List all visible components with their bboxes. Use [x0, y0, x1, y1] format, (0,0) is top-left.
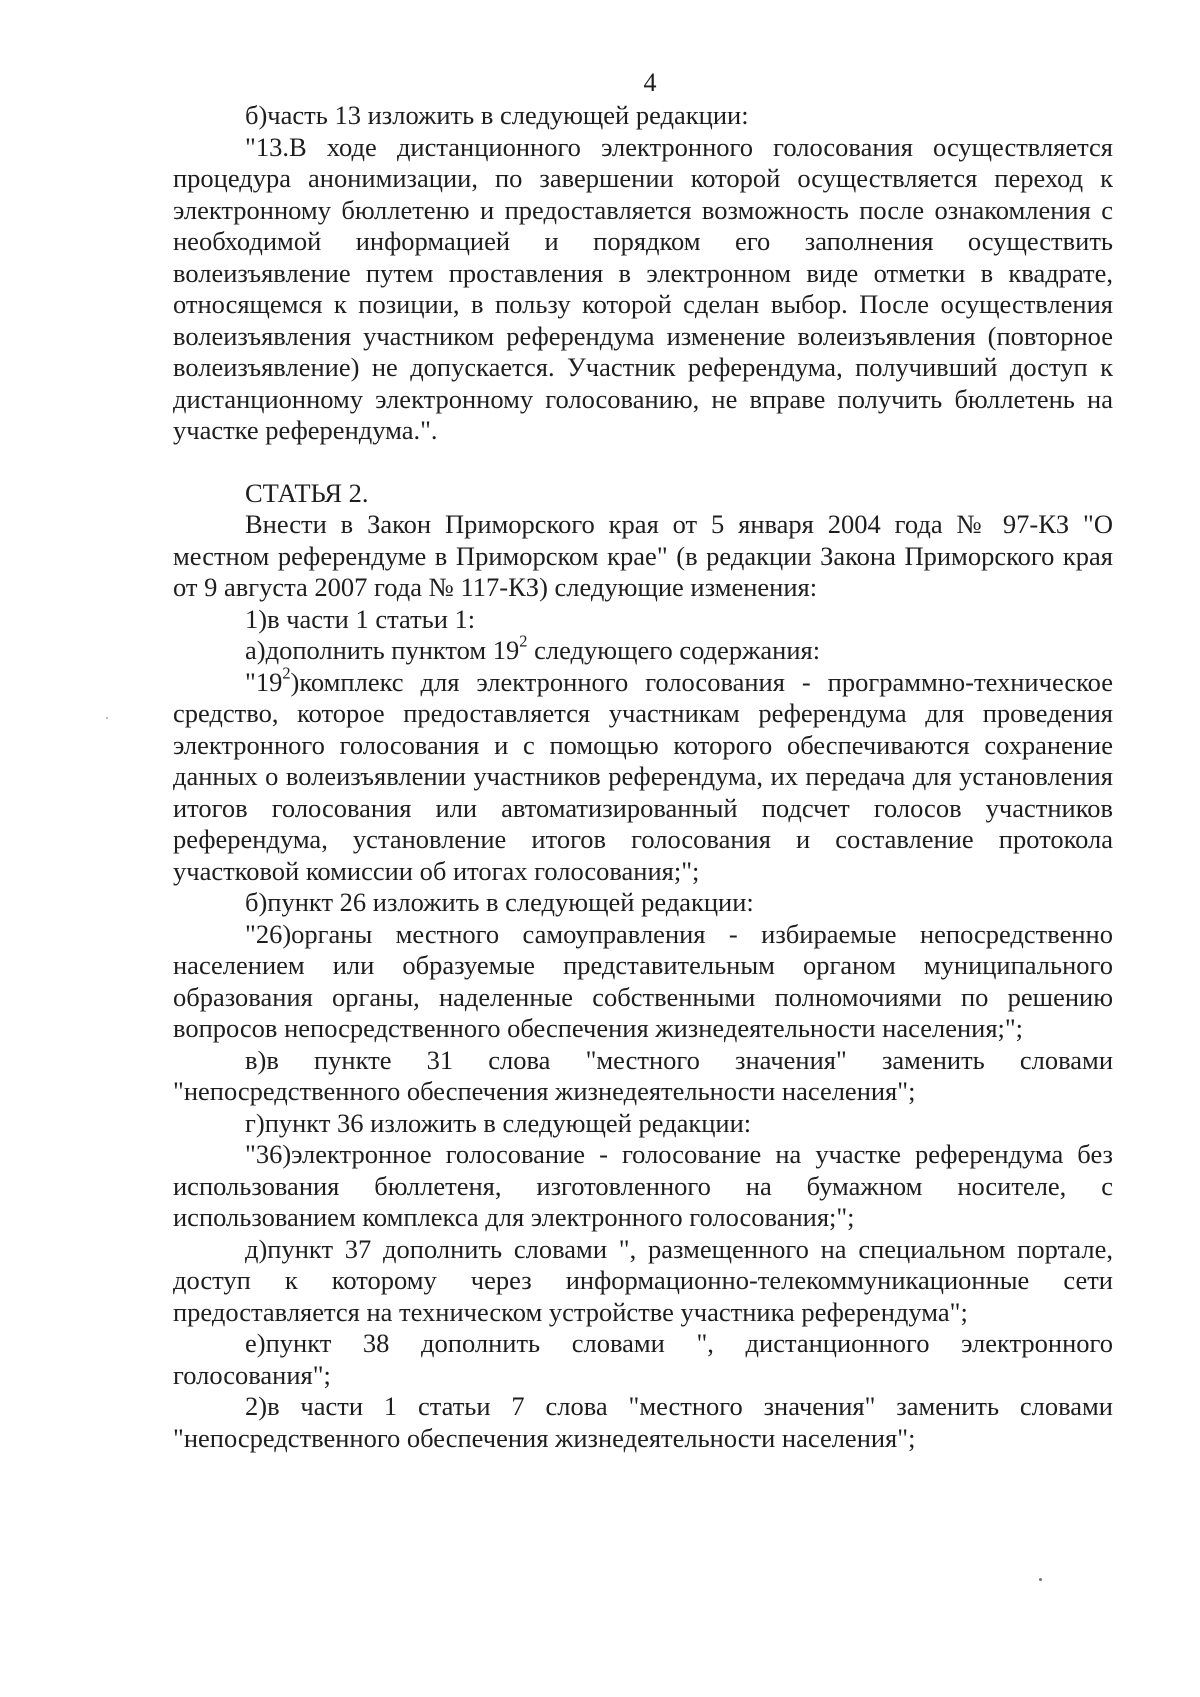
paragraph-part-13-intro: б)часть 13 изложить в следующей редакции: [245, 100, 749, 130]
document-body [173, 100, 1113, 1454]
paragraph-item-a [173, 631, 1113, 667]
paragraph-item-g-text: "36)электронное голосование - голосование на участке референдума без использования бюллетеня, изготовленного на бумажном носителе, с использованием комплекса для электронного голосования;"; [173, 1139, 1113, 1232]
paragraph-part-13-text: "13.В ходе дистанционного электронного голосования осуществляется процедура анонимизации, по завершении которой осуществляется переход к электронному бюллетеню и предоставляется возможность после ознакомления с необходимой информацией и порядком его заполнения осуществить волеизъявление путем проставления в электронном виде отметки в квадрате, относящемся к позиции, в пользу которой сделан выбор. После осуществления волеизъявления участником референдума изменение волеизъявления (повторное волеизъявление) не допускается. Участник референдума, получивший доступ к дистанционному электронному голосованию, не вправе получить бюллетень на участке референдума.". [173, 131, 1113, 445]
paragraph-item-v: в)в пункте 31 слова "местного значения" заменить словами "непосредственного обеспечения жизнедеятельности населения"; [173, 1044, 1113, 1106]
item-a-prefix: а)дополнить пунктом 19 [245, 635, 520, 665]
item-a-suffix: следующего содержания: [527, 635, 821, 665]
page-number: 4 [643, 68, 657, 97]
item-a-text-prefix: "19 [245, 666, 283, 697]
paragraph-item-2: 2)в части 1 статьи 7 слова "местного значения" заменить словами "непосредственного обеспечения жизнедеятельности населения"; [173, 1391, 1113, 1453]
item-a-text-superscript: 2 [282, 663, 291, 683]
article-heading: СТАТЬЯ 2. [245, 477, 369, 508]
paragraph-amend-law: Внести в Закон Приморского края от 5 января 2004 года № 97-КЗ "О местном референдуме в Приморском крае" (в редакции Закона Приморского края от 9 августа 2007 года № 117-КЗ) следующие изменения: [173, 509, 1113, 602]
paragraph-item-b: б)пункт 26 изложить в следующей редакции: [245, 887, 754, 917]
scan-speck [106, 717, 108, 719]
paragraph-item-b-text: "26)органы местного самоуправления - избираемые непосредственно населением или образуемые представительным органом муниципального образования органы, наделенные собственными полномочиями по решению вопросов непосредственного обеспечения жизнедеятельности населения;"; [173, 918, 1113, 1043]
scan-speck [1039, 1578, 1042, 1581]
item-a-text-suffix: )комплекс для электронного голосования - программно-техническое средство, которое предоставляется участникам референдума для проведения электронного голосования и с помощью которого обеспечиваются сохранение данных о волеизъявлении участников референдума, их передача для установления итогов голосования или автоматизированный подсчет голосов участников референдума, установление итогов голосования и составление протокола участковой комиссии об итогах голосования;"; [173, 666, 1113, 886]
item-a-superscript: 2 [519, 631, 528, 651]
paragraph-item-1: 1)в части 1 статьи 1: [245, 603, 476, 634]
paragraph-item-a-text [173, 663, 1113, 888]
paragraph-item-d: д)пункт 37 дополнить словами ", размещенного на специальном портале, доступ к которому через информационно-телекоммуникационные сети предоставляется на техническом устройстве участника референдума"; [173, 1233, 1113, 1327]
paragraph-item-g: г)пункт 36 изложить в следующей редакции: [245, 1107, 752, 1138]
paragraph-item-e: е)пункт 38 дополнить словами ", дистанционного электронного голосования"; [173, 1328, 1113, 1390]
